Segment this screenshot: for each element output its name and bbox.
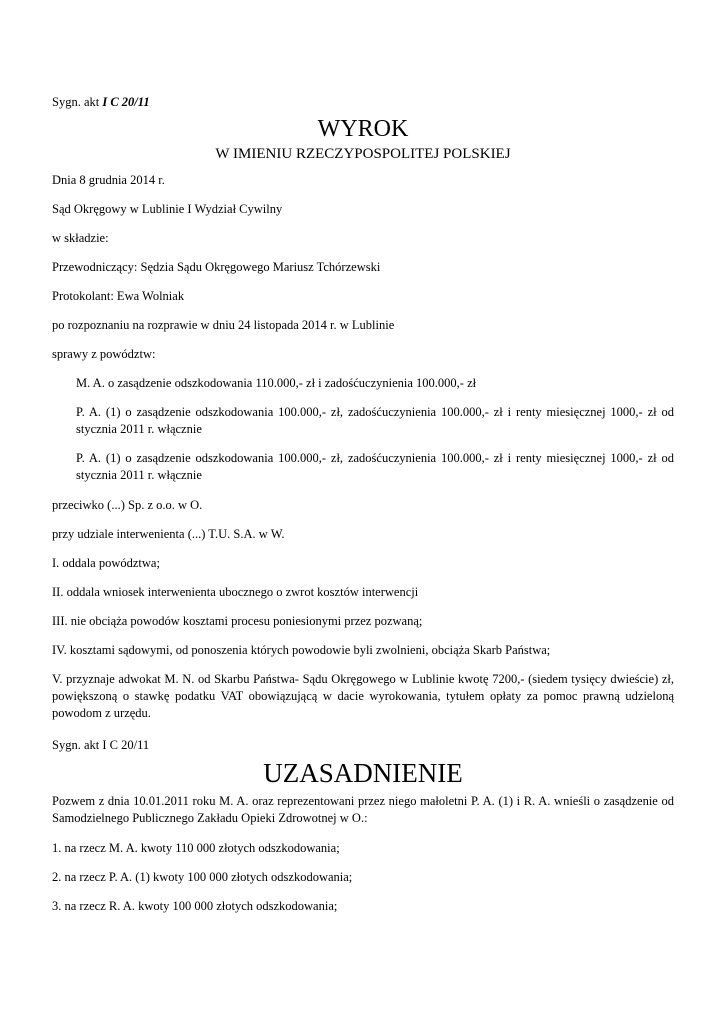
ruling-item: II. oddala wniosek interwenienta ubocznego o zwrot kosztów interwencji <box>52 585 419 599</box>
defendant: przeciwko (...) Sp. z o.o. w O. <box>52 498 203 512</box>
ruling-item: IV. kosztami sądowymi, od ponoszenia których powodowie byli zwolnieni, obciąża Skarb Państwa; <box>52 643 551 657</box>
claim-item: M. A. o zasądzenie odszkodowania 110.000,- zł i zadośćuczynienia 100.000,- zł <box>76 376 477 390</box>
ruling-item: III. nie obciąża powodów kosztami procesu poniesionymi przez pozwaną; <box>52 614 423 628</box>
ruling-item: I. oddala powództwa; <box>52 556 160 570</box>
ruling-item: V. przyznaje adwokat M. N. od Skarbu Państwa- Sądu Okręgowego w Lublinie kwotę 7200,- (siedem tysięcy dwieście) zł, powiększoną o stawkę podatku VAT obowiązującą w dacie wyrokowania, tytułem opłaty za pomoc prawną udzieloną powodom z urzędu. <box>52 672 674 720</box>
court-clerk: Protokolant: Ewa Wolniak <box>52 289 185 303</box>
claim-item: P. A. (1) o zasądzenie odszkodowania 100.000,- zł, zadośćuczynienia 100.000,- zł i renty miesięcznej 1000,- zł od stycznia 2011 r. włącznie <box>76 405 674 436</box>
justification-item: 2. na rzecz P. A. (1) kwoty 100 000 złotych odszkodowania; <box>52 870 353 884</box>
justification-signature: Sygn. akt I C 20/11 <box>52 738 150 752</box>
hearing-info: po rozpoznaniu na rozprawie w dniu 24 listopada 2014 r. w Lublinie <box>52 318 395 332</box>
justification-item: 1. na rzecz M. A. kwoty 110 000 złotych odszkodowania; <box>52 841 340 855</box>
judgment-subtitle: W IMIENIU RZECZYPOSPOLITEJ POLSKIEJ <box>215 146 511 162</box>
cases-label: sprawy z powództw: <box>52 347 156 361</box>
case-signature-number: I C 20/11 <box>102 95 150 109</box>
court-name: Sąd Okręgowy w Lublinie I Wydział Cywilny <box>52 202 283 216</box>
case-signature-prefix: Sygn. akt <box>52 95 100 109</box>
justification-title: UZASADNIENIE <box>263 758 463 788</box>
claim-item: P. A. (1) o zasądzenie odszkodowania 100.000,- zł, zadośćuczynienia 100.000,- zł i renty miesięcznej 1000,- zł od stycznia 2011 r. włącznie <box>76 451 674 482</box>
justification-intro: Pozwem z dnia 10.01.2011 roku M. A. oraz reprezentowani przez niego małoletni P. A. (1) i R. A. wnieśli o zasądzenie od Samodzielnego Publicznego Zakładu Opieki Zdrowotnej w O.: <box>52 794 674 825</box>
intervener: przy udziale interwenienta (...) T.U. S.A. w W. <box>52 527 285 541</box>
case-signature <box>52 94 674 111</box>
composition-label: w składzie: <box>52 231 109 245</box>
justification-item: 3. na rzecz R. A. kwoty 100 000 złotych odszkodowania; <box>52 899 338 913</box>
judgment-date: Dnia 8 grudnia 2014 r. <box>52 173 165 187</box>
presiding-judge: Przewodniczący: Sędzia Sądu Okręgowego Mariusz Tchórzewski <box>52 260 381 274</box>
judgment-title: WYROK <box>317 116 409 142</box>
